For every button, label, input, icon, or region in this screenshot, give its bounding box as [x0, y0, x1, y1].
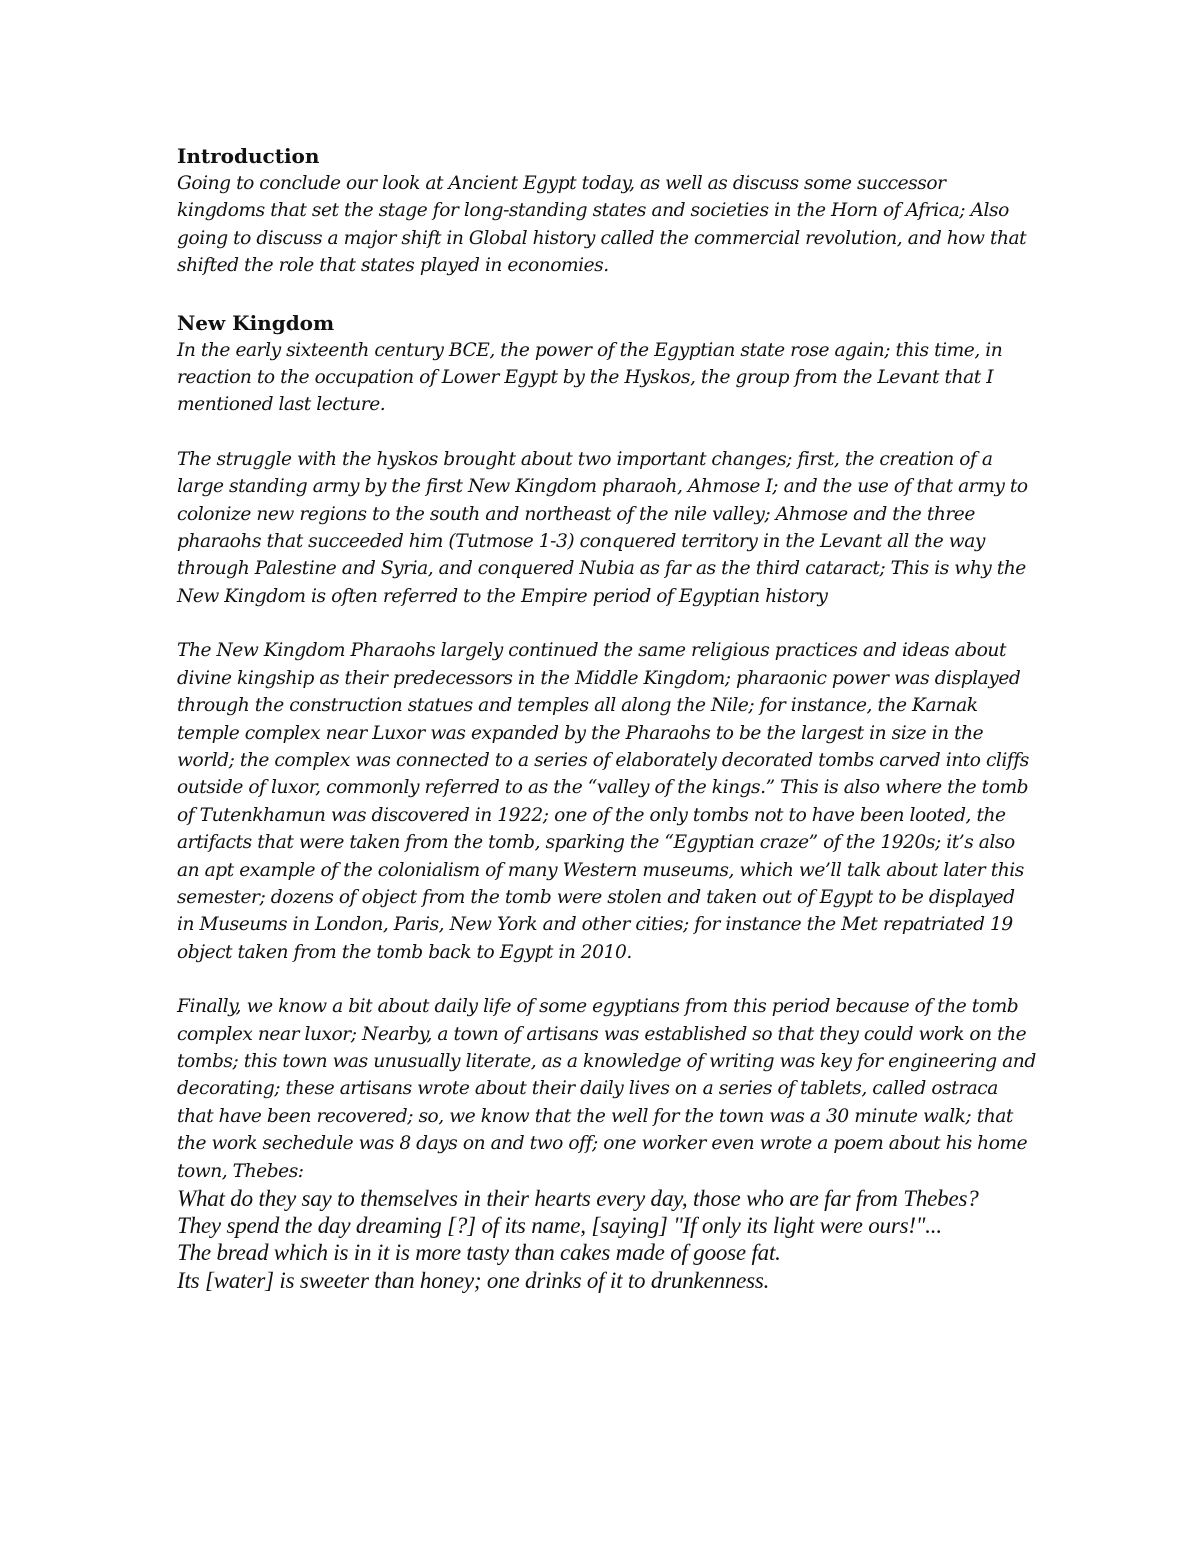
new-kingdom-paragraph-2: The struggle with the hyskos brought about two important changes; first, the creation of a large standing army by the first New Kingdom pharaoh, Ahmose I; and the use of that army to colonize new regions to the south and northeast of the nile valley; Ahmose and the three pharaohs that succeeded him (Tutmose 1-3) conquered territory in the Levant all the way through Palestine and Syria, and conquered Nubia as far as the third cataract; This is why the New Kingdom is often referred to the Empire period of Egyptian history — [177, 448, 1028, 607]
spacer — [177, 966, 1037, 993]
new-kingdom-paragraph-1: In the early sixteenth century BCE, the power of the Egyptian state rose again; this time, in reaction to the occupation of Lower Egypt by the Hyskos, the group from the Levant that I mentioned last lecture. — [177, 339, 1003, 416]
new-kingdom-heading: New Kingdom — [177, 310, 335, 335]
introduction-heading: Introduction — [177, 144, 320, 168]
poem-line-2: They spend the day dreaming [?] of its name, [saying] "If only its light were ours!"... — [177, 1213, 942, 1239]
spacer — [177, 610, 1037, 637]
poem-line-4: Its [water] is sweeter than honey; one drinks of it to drunkenness. — [177, 1267, 770, 1293]
spacer — [177, 419, 1037, 446]
poem-line-1: What do they say to themselves in their hearts every day, those who are far from Thebes? — [177, 1186, 979, 1211]
document-page — [177, 142, 1037, 1294]
poem-block — [177, 1185, 1037, 1294]
poem-line-3: The bread which is in it is more tasty than cakes made of goose fat. — [177, 1240, 781, 1266]
introduction-paragraph: Going to conclude our look at Ancient Egypt today, as well as discuss some successor kingdoms that set the stage for long-standing states and societies in the Horn of Africa; Also going to discuss a major shift in Global history called the commercial revolution, and how that shifted the role that states played in economies. — [177, 173, 1027, 277]
new-kingdom-paragraph-3: The New Kingdom Pharaohs largely continued the same religious practices and ideas about divine kingship as their predecessors in the Middle Kingdom; pharaonic power was displayed through the construction statues and temples all along the Nile; for instance, the Karnak temple complex near Luxor was expanded by the Pharaohs to be the largest in size in the world; the complex was connected to a series of elaborately decorated tombs carved into cliffs outside of luxor, commonly referred to as the “valley of the kings.” This is also where the tomb of Tutenkhamun was discovered in 1922; one of the only tombs not to have been looted, the artifacts that were taken from the tomb, sparking the “Egyptian craze” of the 1920s; it’s also an apt example of the colonialism of many Western museums, which we’ll talk about later this semester; dozens of object from the tomb were stolen and taken out of Egypt to be displayed in Museums in London, Paris, New York and other cities; for instance the Met repatriated 19 object taken from the tomb back to Egypt in 2010. — [177, 640, 1029, 963]
new-kingdom-paragraph-4: Finally, we know a bit about daily life of some egyptians from this period because of the tomb complex near luxor; Nearby, a town of artisans was established so that they could work on the tombs; this town was unusually literate, as a knowledge of writing was key for engineering and decorating; these artisans wrote about their daily lives on a series of tablets, called ostraca that have been recovered; so, we know that the well for the town was a 30 minute walk; that the work sechedule was 8 days on and two off; one worker even wrote a poem about his home town, Thebes: — [177, 996, 1036, 1182]
spacer — [177, 280, 1037, 309]
